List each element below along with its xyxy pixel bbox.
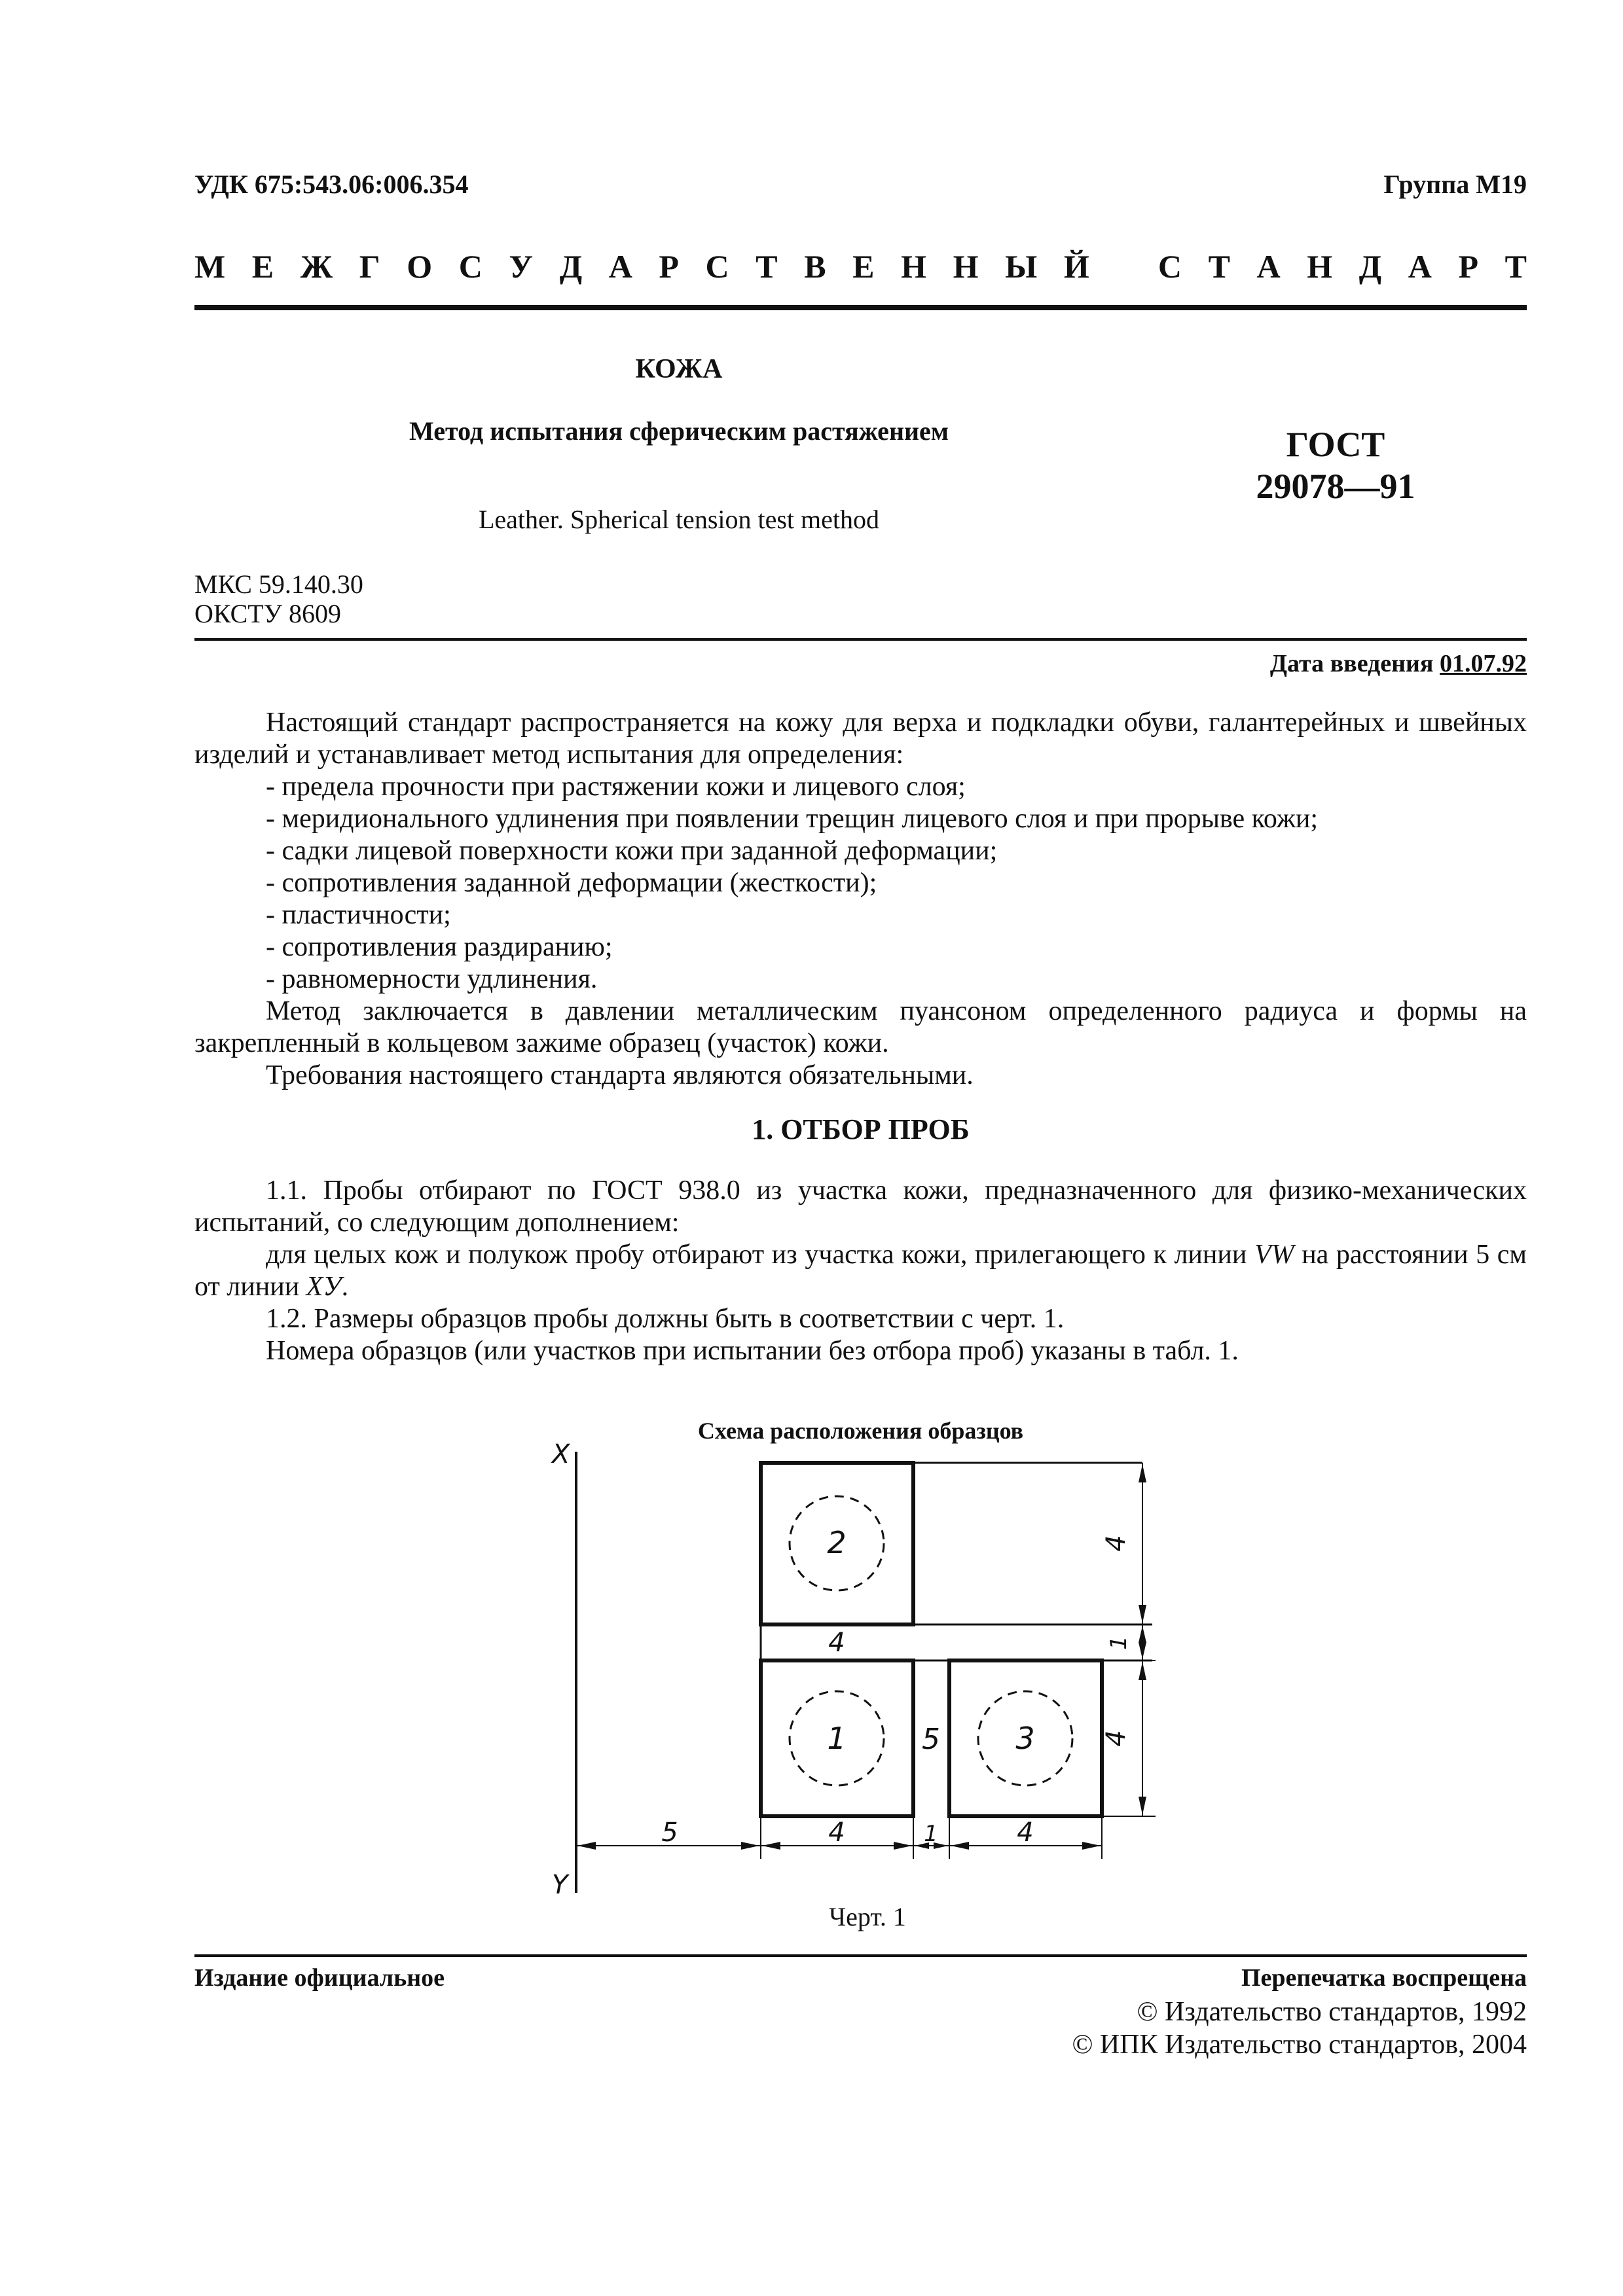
intro-paragraph: Настоящий стандарт распространяется на кожу для верха и подкладки обуви, галантерейных и швейных изделий и устанавливает метод испытания для определения: bbox=[194, 708, 1527, 770]
axis-y-label: Y bbox=[552, 1870, 568, 1900]
heading-letter: Ы bbox=[1005, 248, 1038, 285]
arrowhead bbox=[741, 1842, 759, 1850]
dimension-label: 4 bbox=[1101, 1535, 1131, 1552]
heading-letter: Н bbox=[953, 248, 979, 285]
clause-1-2-numbers: Номера образцов (или участков при испытании без отбора проб) указаны в табл. 1. bbox=[266, 1336, 1239, 1366]
heading-letter: Н bbox=[901, 248, 927, 285]
heading-letter: А bbox=[608, 248, 632, 285]
heading-letter: Е bbox=[852, 248, 875, 285]
clause-1-2: 1.2. Размеры образцов пробы должны быть в соответствии с черт. 1. bbox=[266, 1304, 1065, 1334]
gost-label: ГОСТ bbox=[1286, 425, 1385, 464]
list-item: - предела прочности при растяжении кожи и лицевого слоя; bbox=[266, 772, 966, 802]
list-item: - сопротивления раздиранию; bbox=[266, 932, 613, 962]
arrowhead bbox=[1139, 1797, 1146, 1815]
line-vw: VW bbox=[1254, 1240, 1294, 1270]
heading-letter: Е bbox=[251, 248, 274, 285]
arrowhead bbox=[577, 1842, 596, 1850]
heading-letter: Р bbox=[1458, 248, 1479, 285]
arrowhead bbox=[1139, 1662, 1146, 1680]
heading-letter: Д bbox=[559, 248, 583, 285]
arrowhead bbox=[951, 1842, 969, 1850]
document-title: КОЖА bbox=[635, 354, 723, 384]
heading-letter: С bbox=[705, 248, 729, 285]
clause-1-1: 1.1. Пробы отбирают по ГОСТ 938.0 из участка кожи, предназначенного для физико-механических испытаний, со следующим дополнением: bbox=[194, 1175, 1527, 1238]
reprint-forbidden: Перепечатка воспрещена bbox=[1241, 1964, 1527, 1992]
clause-text: . bbox=[341, 1272, 349, 1302]
heading-letter: Ж bbox=[300, 248, 333, 285]
heading-letter: В bbox=[804, 248, 826, 285]
heading-letter: О bbox=[407, 248, 433, 285]
heading-letter: Т bbox=[1208, 248, 1230, 285]
heading-letter: Д bbox=[1359, 248, 1382, 285]
arrowhead bbox=[894, 1842, 912, 1850]
sample-number-3: 3 bbox=[1015, 1721, 1035, 1756]
heading-letter: Н bbox=[1307, 248, 1333, 285]
arrowhead bbox=[1139, 1464, 1146, 1482]
dimension-label: 1 bbox=[1106, 1636, 1132, 1650]
footer-rule bbox=[194, 1954, 1527, 1957]
list-item: - садки лицевой поверхности кожи при заданной деформации; bbox=[266, 836, 998, 866]
arrowhead bbox=[762, 1842, 780, 1850]
document-subtitle: Метод испытания сферическим растяжением bbox=[409, 416, 949, 446]
dimension-label: 1 bbox=[924, 1821, 938, 1847]
dimension-label: 5 bbox=[922, 1723, 940, 1756]
heading-letter: С bbox=[458, 248, 483, 285]
date-label: Дата введения bbox=[1269, 650, 1434, 677]
arrowhead bbox=[1139, 1642, 1146, 1659]
heading-letter: А bbox=[1408, 248, 1432, 285]
mandatory-paragraph: Требования настоящего стандарта являются обязательными. bbox=[266, 1060, 974, 1090]
list-item: - пластичности; bbox=[266, 900, 451, 930]
english-title: Leather. Spherical tension test method bbox=[478, 505, 880, 534]
heading-letter: М bbox=[194, 248, 226, 285]
line-xy: XУ bbox=[306, 1272, 342, 1302]
heading-letter: Г bbox=[359, 248, 380, 285]
heading-letter: А bbox=[1256, 248, 1281, 285]
official-edition: Издание официальное bbox=[194, 1964, 445, 1992]
heading-letter: У bbox=[509, 248, 534, 285]
figure-caption: Черт. 1 bbox=[829, 1902, 906, 1931]
dimension-label: 5 bbox=[661, 1818, 678, 1848]
okstu-code: ОКСТУ 8609 bbox=[194, 599, 342, 628]
heading-letter: Т bbox=[756, 248, 778, 285]
figure-title: Схема расположения образцов bbox=[697, 1418, 1024, 1444]
sample-number-1: 1 bbox=[827, 1721, 847, 1756]
dimension-label: 4 bbox=[828, 1628, 845, 1658]
section-heading: 1. ОТБОР ПРОБ bbox=[752, 1113, 970, 1145]
gost-number: 29078—91 bbox=[1256, 467, 1415, 506]
list-item: - равномерности удлинения. bbox=[266, 964, 598, 994]
dimension-label: 4 bbox=[1101, 1730, 1131, 1747]
group-code: Группа М19 bbox=[1383, 170, 1527, 199]
clause-text: на расстоянии 5 см от линии bbox=[194, 1240, 1527, 1302]
heading-letter: С bbox=[1158, 248, 1182, 285]
list-item: - сопротивления заданной деформации (жесткости); bbox=[266, 868, 877, 898]
copyright-line: © ИПК Издательство стандартов, 2004 bbox=[1072, 2030, 1527, 2060]
list-item: - меридионального удлинения при появлении трещин лицевого слоя и при прорыве кожи; bbox=[266, 804, 1319, 834]
arrowhead bbox=[1139, 1626, 1146, 1643]
arrowhead bbox=[1082, 1842, 1101, 1850]
heading-letter: Т bbox=[1504, 248, 1527, 285]
axis-x-label: X bbox=[552, 1439, 570, 1469]
udk-code: УДК 675:543.06:006.354 bbox=[194, 170, 469, 199]
method-paragraph: Метод заключается в давлении металлическим пуансоном определенного радиуса и формы на закрепленный в кольцевом зажиме образец (участок) кожи. bbox=[194, 996, 1527, 1058]
arrowhead bbox=[1139, 1605, 1146, 1623]
sample-number-2: 2 bbox=[827, 1525, 847, 1560]
clause-text: для целых кож и полукож пробу отбирают из участка кожи, прилегающего к линии bbox=[266, 1240, 1254, 1270]
copyright-line: © Издательство стандартов, 1992 bbox=[1137, 1997, 1527, 2027]
dimension-label: 4 bbox=[1017, 1818, 1034, 1848]
dimension-label: 4 bbox=[828, 1818, 845, 1848]
mks-code: МКС 59.140.30 bbox=[194, 569, 363, 599]
date-value: 01.07.92 bbox=[1440, 650, 1527, 677]
heading-letter: Р bbox=[659, 248, 679, 285]
heading-letter: Й bbox=[1063, 248, 1089, 285]
